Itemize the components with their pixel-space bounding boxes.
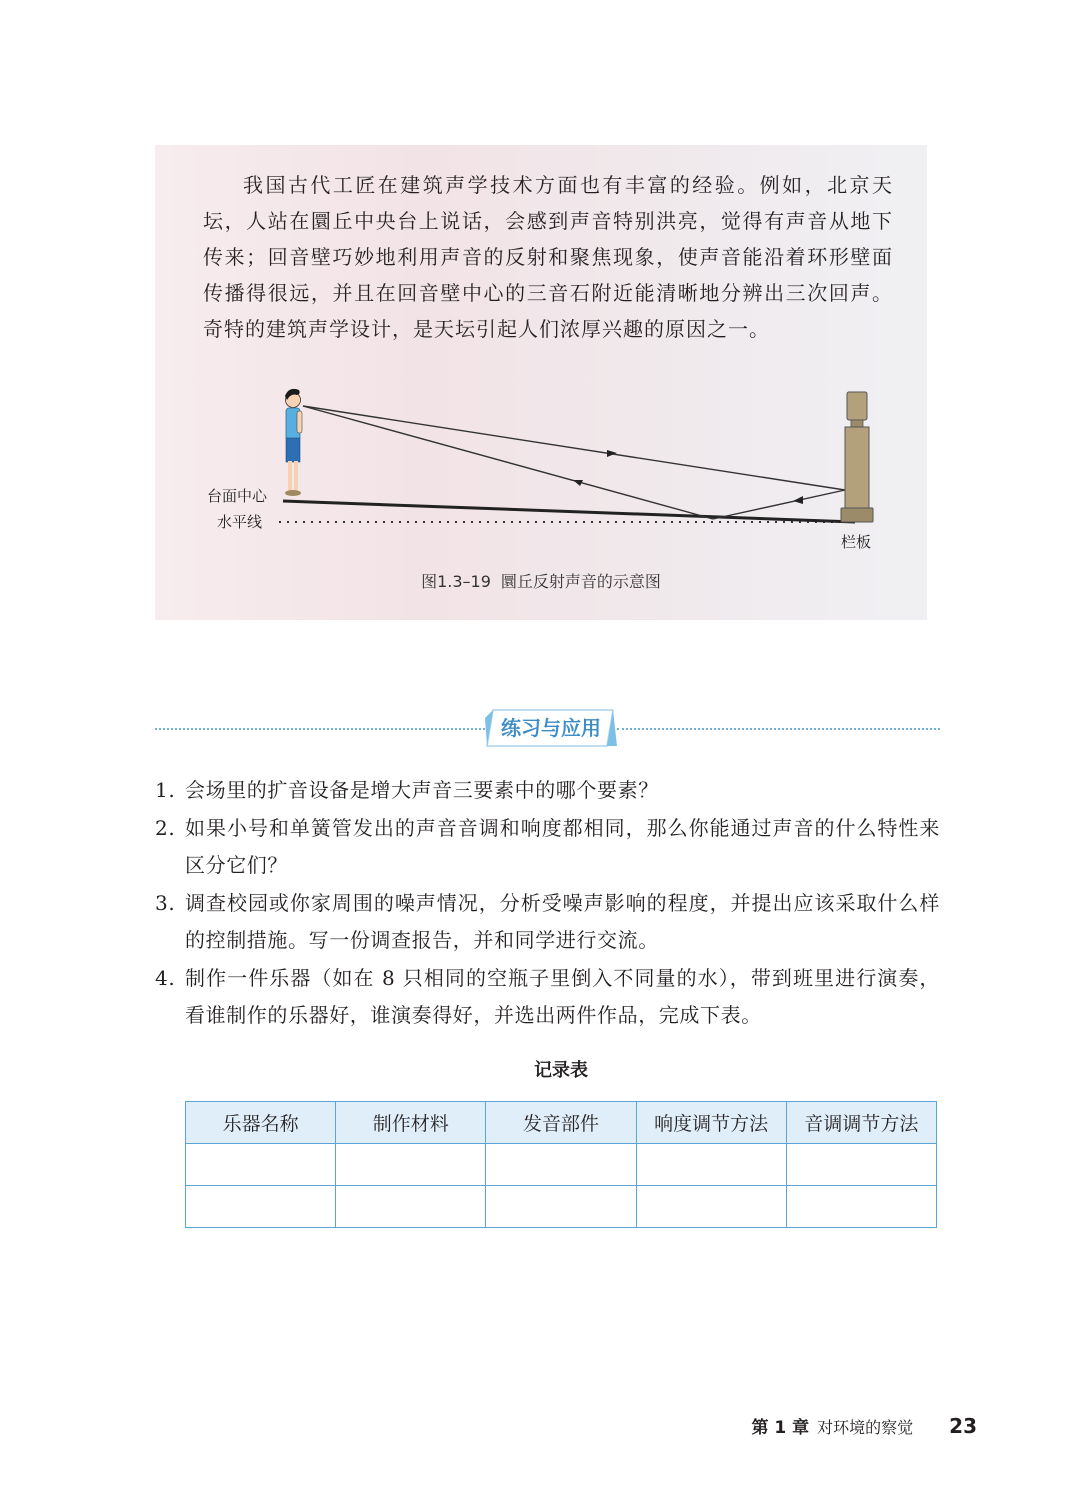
table-cell — [336, 1186, 486, 1228]
ray-1 — [303, 406, 845, 490]
figure-title: 圜丘反射声音的示意图 — [500, 572, 661, 591]
table-header: 响度调节方法 — [636, 1102, 786, 1144]
figure-number: 图1.3–19 — [421, 572, 491, 591]
table-cell — [336, 1144, 486, 1186]
page-footer — [751, 1413, 977, 1438]
ray-2 — [303, 406, 713, 519]
reflection-diagram — [155, 380, 927, 560]
table-cell — [486, 1144, 636, 1186]
section-header — [155, 708, 940, 748]
table-cell — [486, 1186, 636, 1228]
table-row — [186, 1186, 937, 1228]
ray-arrow-2 — [573, 480, 583, 486]
exercise-list — [155, 772, 940, 1035]
railing-post — [841, 392, 873, 522]
question-3: 3. 调查校园或你家周围的噪声情况，分析受噪声影响的程度，并提出应该采取什么样的控制措施。写一份调查报告，并和同学进行交流。 — [155, 890, 940, 952]
ray-arrow-1 — [607, 450, 617, 457]
dotted-divider-left — [155, 728, 485, 730]
question-1: 1. 会场里的扩音设备是增大声音三要素中的哪个要素？ — [155, 778, 659, 802]
ray-arrow-3 — [793, 496, 803, 504]
table-cell — [786, 1144, 936, 1186]
boy-figure — [285, 389, 302, 496]
label-railing: 栏板 — [841, 533, 872, 551]
intro-paragraph: 我国古代工匠在建筑声学技术方面也有丰富的经验。例如，北京天坛，人站在圜丘中央台上说话，会感到声音特别洪亮，觉得有声音从地下传来；回音壁巧妙地利用声音的反射和聚焦现象，使声音能沿着环形壁面传播得很远，并且在回音壁中心的三音石附近能清晰地分辨出三次回声。奇特的建筑声学设计，是天坛引起人们浓厚兴趣的原因之一。 — [203, 173, 893, 341]
chapter-title: 对环境的察觉 — [817, 1418, 914, 1437]
record-table — [185, 1101, 937, 1228]
label-horizontal-line: 水平线 — [217, 513, 263, 531]
section-tag — [485, 708, 617, 748]
table-header-row — [186, 1102, 937, 1144]
table-cell — [186, 1144, 336, 1186]
ray-3 — [713, 490, 845, 519]
figure-caption — [155, 569, 927, 592]
table-header: 发音部件 — [486, 1102, 636, 1144]
table-cell — [636, 1186, 786, 1228]
label-platform-center: 台面中心 — [207, 487, 268, 505]
page-number: 23 — [949, 1414, 977, 1438]
reading-box — [155, 145, 927, 620]
question-4: 4. 制作一件乐器（如在 8 只相同的空瓶子里倒入不同量的水），带到班里进行演奏，看谁制作的乐器好，谁演奏得好，并选出两件作品，完成下表。 — [155, 965, 940, 1027]
table-cell — [786, 1186, 936, 1228]
dotted-divider-right — [617, 728, 940, 730]
chapter-number: 第 1 章 — [751, 1418, 810, 1438]
table-header: 乐器名称 — [186, 1102, 336, 1144]
platform-surface — [283, 501, 855, 522]
section-title: 练习与应用 — [501, 716, 601, 740]
table-cell — [636, 1144, 786, 1186]
table-title: 记录表 — [534, 1060, 588, 1081]
question-2: 2. 如果小号和单簧管发出的声音音调和响度都相同，那么你能通过声音的什么特性来区分它们？ — [155, 815, 940, 877]
table-cell — [186, 1186, 336, 1228]
table-row — [186, 1144, 937, 1186]
table-header: 音调调节方法 — [786, 1102, 936, 1144]
table-header: 制作材料 — [336, 1102, 486, 1144]
